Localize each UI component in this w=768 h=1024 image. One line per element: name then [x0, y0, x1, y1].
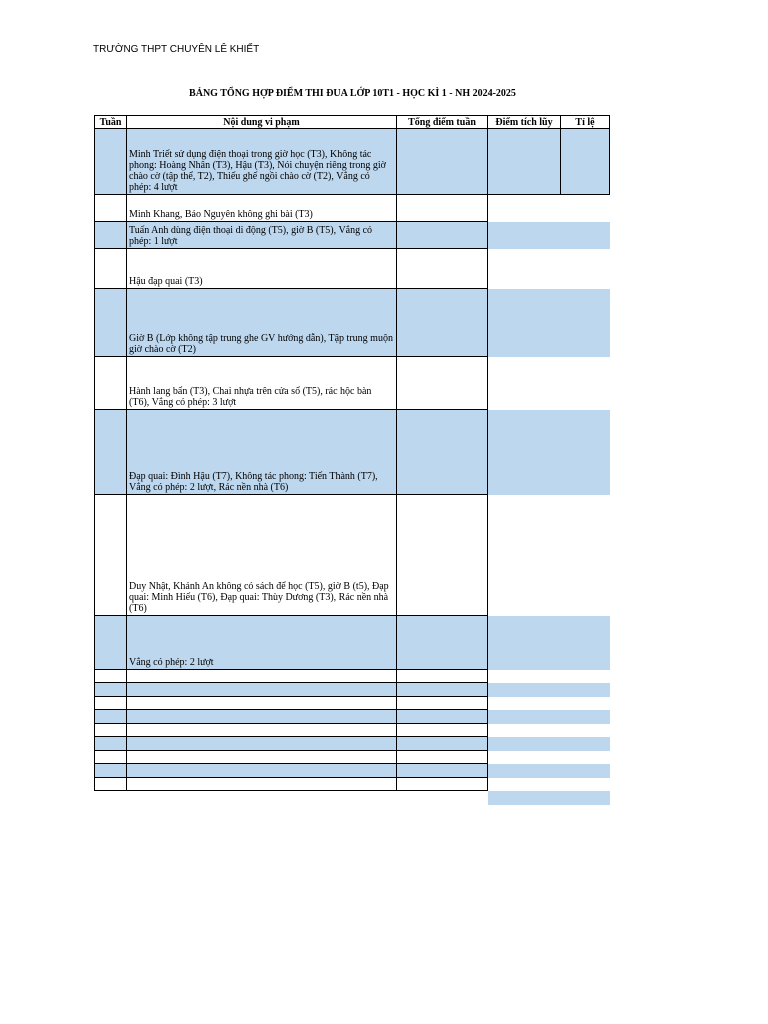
ratio-cell — [561, 751, 610, 764]
cumulative-score-cell — [488, 791, 561, 805]
cumulative-score-cell — [488, 764, 561, 778]
weekly-score-cell — [397, 670, 488, 683]
school-name: TRƯỜNG THPT CHUYÊN LÊ KHIẾT — [93, 44, 260, 55]
week-cell — [94, 249, 127, 289]
week-cell — [94, 778, 127, 791]
violation-cell — [127, 683, 397, 697]
violation-cell: Đạp quai: Đình Hậu (T7), Không tác phong: Tiến Thành (T7), Vắng có phép: 2 lượt, Rác nền nhà (T6) — [127, 410, 397, 495]
weekly-score-cell — [397, 195, 488, 222]
cumulative-score-cell — [488, 222, 561, 249]
violation-cell: Tuấn Anh dùng điện thoại di động (T5), giờ B (T5), Vắng có phép: 1 lượt — [127, 222, 397, 249]
weekly-score-cell — [397, 616, 488, 670]
week-cell — [94, 710, 127, 724]
cumulative-score-cell — [488, 357, 561, 410]
cumulative-score-cell — [488, 410, 561, 495]
cumulative-score-cell — [488, 737, 561, 751]
ratio-cell — [561, 683, 610, 697]
week-cell — [94, 616, 127, 670]
cumulative-score-cell — [488, 289, 561, 357]
cumulative-score-cell — [488, 249, 561, 289]
weekly-score-cell — [397, 249, 488, 289]
ratio-cell — [561, 357, 610, 410]
weekly-score-cell — [397, 129, 488, 195]
week-cell — [94, 410, 127, 495]
week-cell — [94, 751, 127, 764]
cumulative-score-cell — [488, 697, 561, 710]
ratio-cell — [561, 129, 610, 195]
ratio-cell — [561, 791, 610, 805]
violation-cell — [127, 710, 397, 724]
weekly-score-cell — [397, 710, 488, 724]
cumulative-score-cell — [488, 616, 561, 670]
weekly-score-cell — [397, 791, 488, 805]
violation-cell — [127, 697, 397, 710]
week-cell — [94, 222, 127, 249]
violation-cell — [127, 670, 397, 683]
column-header-weekly-score: Tổng điểm tuần — [397, 115, 488, 129]
weekly-score-cell — [397, 724, 488, 737]
violation-cell: Hành lang bẩn (T3), Chai nhựa trên cửa sổ (T5), rác hộc bàn (T6), Vắng có phép: 3 lượt — [127, 357, 397, 410]
ratio-cell — [561, 737, 610, 751]
week-cell — [94, 764, 127, 778]
ratio-cell — [561, 778, 610, 791]
violation-cell — [127, 778, 397, 791]
weekly-score-cell — [397, 778, 488, 791]
violation-cell — [127, 791, 397, 805]
ratio-cell — [561, 410, 610, 495]
weekly-score-cell — [397, 737, 488, 751]
weekly-score-cell — [397, 222, 488, 249]
violation-cell: Minh Khang, Bảo Nguyên không ghi bài (T3) — [127, 195, 397, 222]
weekly-score-cell — [397, 495, 488, 616]
ratio-cell — [561, 697, 610, 710]
score-table — [94, 115, 610, 805]
cumulative-score-cell — [488, 751, 561, 764]
ratio-cell — [561, 289, 610, 357]
week-cell — [94, 495, 127, 616]
cumulative-score-cell — [488, 129, 561, 195]
violation-cell: Hậu đạp quai (T3) — [127, 249, 397, 289]
cumulative-score-cell — [488, 710, 561, 724]
cumulative-score-cell — [488, 495, 561, 616]
weekly-score-cell — [397, 751, 488, 764]
violation-cell: Duy Nhật, Khánh An không có sách để học (T5), giờ B (t5), Đạp quai: Minh Hiếu (T6), Đạp quai: Thùy Dương (T3), Rác nền nhà (T6) — [127, 495, 397, 616]
ratio-cell — [561, 249, 610, 289]
violation-cell: Vắng có phép: 2 lượt — [127, 616, 397, 670]
week-cell — [94, 289, 127, 357]
cumulative-score-cell — [488, 778, 561, 791]
week-cell — [94, 737, 127, 751]
cumulative-score-cell — [488, 670, 561, 683]
cumulative-score-cell — [488, 724, 561, 737]
ratio-cell — [561, 764, 610, 778]
violation-cell — [127, 724, 397, 737]
weekly-score-cell — [397, 357, 488, 410]
ratio-cell — [561, 724, 610, 737]
weekly-score-cell — [397, 410, 488, 495]
violation-cell — [127, 737, 397, 751]
weekly-score-cell — [397, 697, 488, 710]
ratio-cell — [561, 710, 610, 724]
violation-cell — [127, 764, 397, 778]
column-header-cumulative-score: Điểm tích lũy — [488, 115, 561, 129]
cumulative-score-cell — [488, 195, 561, 222]
violation-cell: Minh Triết sử dụng điện thoại trong giờ học (T3), Không tác phong: Hoàng Nhân (T3), Hậu (T3), Nói chuyện riêng trong giờ chào cờ (tập thể, T2), Thiếu ghế ngồi chào cờ (T2), Vắng có phép: 4 lượt — [127, 129, 397, 195]
column-header-violations: Nội dung vi phạm — [127, 115, 397, 129]
weekly-score-cell — [397, 764, 488, 778]
week-cell — [94, 195, 127, 222]
ratio-cell — [561, 616, 610, 670]
week-cell — [94, 724, 127, 737]
week-cell — [94, 697, 127, 710]
ratio-cell — [561, 195, 610, 222]
column-header-ratio: Tỉ lệ — [561, 115, 610, 129]
week-cell — [94, 357, 127, 410]
violation-cell: Giờ B (Lớp không tập trung ghe GV hướng dẫn), Tập trung muộn giờ chào cờ (T2) — [127, 289, 397, 357]
document-title: BẢNG TỔNG HỢP ĐIỂM THI ĐUA LỚP 10T1 - HỌC KÌ 1 - NH 2024-2025 — [189, 88, 516, 99]
weekly-score-cell — [397, 289, 488, 357]
column-header-week: Tuần — [94, 115, 127, 129]
ratio-cell — [561, 495, 610, 616]
violation-cell — [127, 751, 397, 764]
ratio-cell — [561, 222, 610, 249]
ratio-cell — [561, 670, 610, 683]
week-cell — [94, 129, 127, 195]
week-cell — [94, 683, 127, 697]
week-cell — [94, 791, 127, 805]
cumulative-score-cell — [488, 683, 561, 697]
weekly-score-cell — [397, 683, 488, 697]
week-cell — [94, 670, 127, 683]
